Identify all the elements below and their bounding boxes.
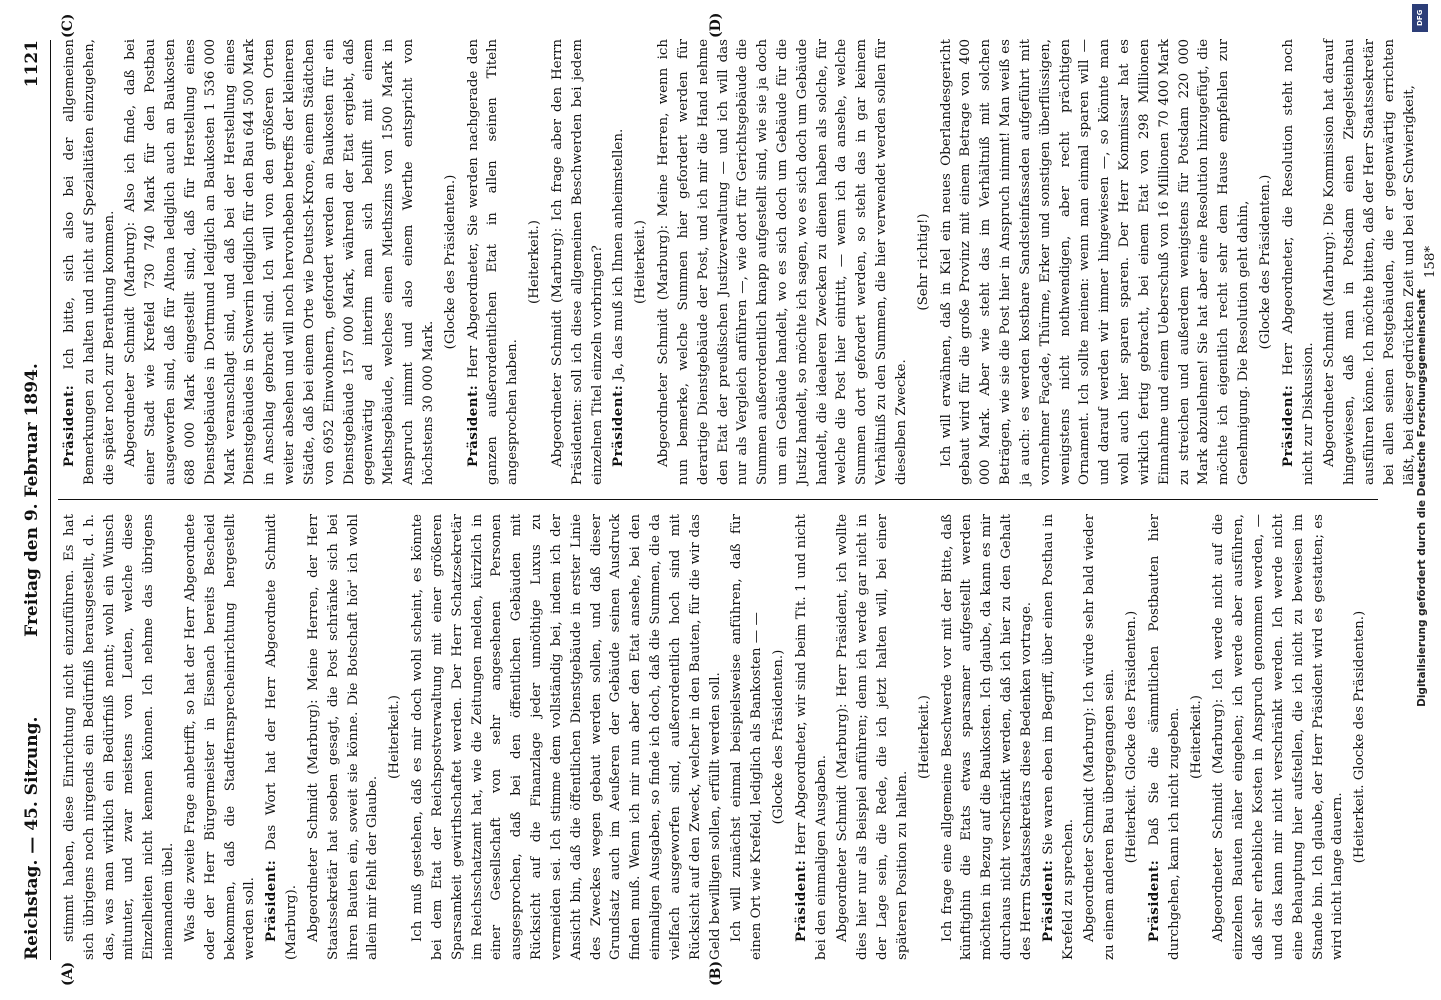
dfg-logo: DFG bbox=[1412, 4, 1428, 32]
stage-direction bbox=[915, 514, 935, 960]
paragraph bbox=[1039, 514, 1079, 960]
paragraph bbox=[304, 514, 383, 960]
header-session: Reichstag. — 45. Sitzung. bbox=[22, 716, 42, 960]
paragraph bbox=[609, 39, 629, 485]
paragraph-text: Abgeordneter Schmidt (Marburg): Meine Herren, der Herr Staatssekretär hat soeben gesagt, die Post schränke sich bei ihren Bauten ein, soweit sie könne. Die Botschaft hör' ich wohl allein mir fehlt der Glaube. bbox=[305, 514, 381, 960]
margin-marker-d: (D) bbox=[708, 12, 724, 38]
dfg-notice: Digitalisierung gefördert durch die Deutsche Forschungsgemeinschaft bbox=[1416, 289, 1428, 707]
stage-direction bbox=[769, 514, 789, 960]
paragraph-text: Abgeordneter Schmidt (Marburg): Ich frage aber den Herrn Präsidenten: soll ich diese allgemeinen Beschwerden bei jedem einzelnen Titel einzeln vorbringen? bbox=[549, 39, 605, 485]
paragraph-text: Herr Abgeordneter, wir sind beim Tit. 1 und nicht bei den einmaligen Ausgaben. bbox=[793, 514, 829, 960]
stage-direction bbox=[1187, 514, 1207, 960]
paragraph bbox=[262, 514, 302, 960]
speaker-label: Präsident: bbox=[792, 859, 809, 942]
paragraph-text: (Heiterkeit.) bbox=[1188, 695, 1204, 779]
paragraph-text: Ich will zunächst einmal beispielsweise anführen, daß für einen Ort wie Krefeld, lediglich als Bankosten — — bbox=[729, 514, 765, 960]
stage-direction bbox=[631, 39, 651, 485]
paragraph-text: 158* bbox=[1423, 245, 1439, 279]
paragraph bbox=[833, 514, 912, 960]
paragraph-text: Sie waren eben im Begriff, über einen Posthau in Krefeld zu sprechen. bbox=[1040, 514, 1076, 960]
paragraph bbox=[181, 514, 260, 960]
paragraph bbox=[60, 39, 119, 485]
paragraph bbox=[654, 39, 912, 485]
paragraph bbox=[121, 39, 438, 485]
paragraph-text: Abgeordneter Schmidt (Marburg): Ich werde nicht auf die einzelnen Bauten näher eingehen; ich werde aber ausführen, daß sehr erhebliche Kosten in Anspruch genommen werden, — und das kann mir nicht verschränkt werden. Ich werde nicht eine Behauptung hier aufstellen, die ich nicht zu beweisen im Stande bin. Ich glaube, der Herr Präsident wird es gestatten; es wird nicht lange dauern. bbox=[1211, 514, 1346, 960]
dfg-sidebar bbox=[1408, 0, 1432, 1000]
paragraph-text: (Heiterkeit. Glocke des Präsidenten.) bbox=[1352, 610, 1368, 864]
paragraph bbox=[1279, 39, 1319, 485]
paragraph-text: (Heiterkeit.) bbox=[387, 695, 403, 779]
stage-direction bbox=[441, 39, 461, 485]
margin-marker-a: (A) bbox=[60, 961, 76, 986]
paragraph-text: Abgeordneter Schmidt (Marburg): Die Kommission hat darauf hingewiesen, daß man in Potsdam einen Ziegelsteinbau ausführen könne. Ich möchte bitten, daß der Herr Staatssekretär bei allen seinen Postgebäuden, die er gegenwärtig errichten läßt, bei dieser gedrückten Zeit und bei der Schwierigkeit, bbox=[1322, 39, 1417, 485]
paragraph-text: Abgeordneter Schmidt (Marburg): Ich würde sehr bald wieder zu einem anderen Bau übergegangen sein. bbox=[1082, 514, 1118, 960]
page-header bbox=[16, 40, 51, 960]
paragraph bbox=[1145, 514, 1185, 960]
paragraph-text: Daß Sie die sämmtlichen Postbauten hier durchgehen, kann ich nicht zugeben. bbox=[1146, 514, 1182, 960]
stage-direction bbox=[385, 514, 405, 960]
paragraph-text: Abgeordneter Schmidt (Marburg): Herr Präsident, ich wollte dies hier nur als Beispiel anführen; denn ich werde gar nicht in der Lage sein, die Rede, die ich jetzt halten will, bei einer späteren Position zu halten. bbox=[835, 514, 910, 960]
paragraph-text: (Heiterkeit.) bbox=[527, 220, 543, 304]
paragraph bbox=[60, 514, 179, 960]
speaker-label: Präsident: bbox=[1145, 859, 1162, 942]
paragraph-text: (Heiterkeit. Glocke des Präsidenten.) bbox=[1124, 610, 1140, 864]
paragraph-text: Ich frage eine allgemeine Beschwerde vor mit der Bitte, daß künftighin die Etats etwas sparsamer aufgestellt werden möchten in Bezug auf die Baukosten. Ich glaube, da kann es mir durchaus nicht verschränkt werden, daß ich hier zu den Gehalt des Herrn Staatssekretärs diese Bedenken vortrage. bbox=[939, 514, 1034, 960]
paragraph-text: (Heiterkeit.) bbox=[916, 695, 932, 779]
paragraph-text: (Glocke des Präsidenten.) bbox=[442, 174, 458, 350]
text-column-left bbox=[60, 514, 1378, 960]
paragraph bbox=[408, 514, 725, 960]
paragraph-text: Herr Abgeordneter, die Resolution steht noch nicht zur Diskussion. bbox=[1280, 39, 1316, 485]
paragraph-text: Herr Abgeordneter, Sie werden nachgerade den ganzen außerordentlichen Etat in allen seinen Titeln angesprochen haben. bbox=[465, 39, 521, 485]
paragraph bbox=[1320, 39, 1419, 485]
paragraph bbox=[792, 514, 832, 960]
page-number: 1121 bbox=[22, 40, 42, 88]
paragraph bbox=[1209, 514, 1348, 960]
paragraph-text: (Glocke des Präsidenten.) bbox=[770, 649, 786, 825]
paragraph bbox=[548, 39, 607, 485]
stage-direction bbox=[1256, 39, 1276, 485]
paragraph-text: Ich muß gestehen, daß es mir doch wohl scheint, es könnte bei dem Etat der Reichspostverwaltung mit einer größeren Sparsamkeit gewirthschaftet werden. Der Herr Schatzsekretär im Reichsschatzamt hat, wie die Zeitungen melden, kürzlich in einer Gesellschaft von sehr angesehenen Personen ausgesprochen, daß bei den öffentlichen Gebäuden mit Rücksicht auf die Finanzlage jeder unnöthige Luxus zu vermeiden sei. Ich stimme dem vollständig bei, indem ich der Ansicht bin, daß die öffentlichen Dienstgebäude in erster Linie des Zweckes wegen gebaut werden sollen, und daß dieser Grundsatz auch im Aeußeren der Gebäude seinen Ausdruck finden muß. Wenn ich mir nun aber den Etat ansehe, bei den einmaligen Ausgaben, so finde ich doch, daß die Summen, die da vielfach ausgeworfen sind, außerordentlich hoch sind mit Rücksicht auf den Zweck, welcher in den Bauten, für die wir das Geld bewilligen sollen, erfüllt werden soll. bbox=[410, 514, 723, 960]
speaker-label: Präsident: bbox=[263, 859, 280, 942]
paragraph-text: (Glocke des Präsidenten.) bbox=[1257, 174, 1273, 350]
speaker-label: Präsident: bbox=[61, 384, 77, 467]
paragraph-text: Ich will erwähnen, daß in Kiel ein neues Oberlandesgericht gebaut wird für die große Provinz mit einem Betrage von 400 000 Mark. Aber wie steht das im Verhältniß mit solchen Beträgen, wie sie die Post hier in Anspruch nimmt! Man weiß es ja auch: es werden kostbare Sandsteinfassaden aufgeführt mit vornehmer Façade, Thürme, Erker und sonstigen überflüssigen, wenigstens nicht nothwendigen, aber recht prächtigen Ornament. Ich sollte meinen: wenn man einmal sparen will — und darauf werden wir immer hingewiesen —, so könnte man wohl auch hier sparen sparen. Der Herr Kommissar hat es wirklich fertig gebracht, bei einem Etat von 298 Millionen Einnahme und einem Ueberschuß von 16 Millionen 70 400 Mark zu streichen und außerdem wenigstens für Potsdam 220 000 Mark abzulehnen! Sie hat aber eine Resolution hinzugefügt, die möchte ich eigentlich recht sehr dem Hause empfehlen zur Genehmigung. Die Resolution geht dahin, bbox=[938, 39, 1252, 485]
stage-direction bbox=[1122, 514, 1142, 960]
paragraph-text: Abgeordneter Schmidt (Marburg): Also ich finde, daß bei einer Stadt wie Krefeld 730 740 Mark für den Postbau ausgeworfen sind, daß für Altona lediglich auch an Baukosten 688 000 Mark eingestellt sind, daß für Herstellung eines Dienstgebäudes in Dortmund lediglich an Baukosten 1 536 000 Mark veranschlagt sind, und daß bei der Herstellung eines Dienstgebäudes in Schwerin lediglich für den Bau 644 500 Mark in Anschlag gebracht sind. Ich will von den größeren Orten weiter absehen und will noch hervorheben betreffs der kleineren Städte, daß bei einem Orte wie Deutsch-Krone, einem Städtchen von 6952 Einwohnern, gefordert werden an Baukosten für ein Dienstgebäude 157 000 Mark, während der Etat ergiebt, daß gegenwärtig ad interim man sich behilft mit einem Miethsgebäude, welches einen Miethszins von 1500 Mark in Anspruch nimmt und also einem Werthe entspricht von höchstens 30 000 Mark. bbox=[123, 39, 436, 485]
paragraph-text: stimmt haben, diese Einrichtung nicht einzuführen. Es hat sich übrigens noch nirgends ein Bedürfniß herausgestellt, d. h. das, was man wirklich ein Bedürfniß nennt; wohl ein Wunsch mitunter, und zwar meistens von Leuten, welche diese Einzelheiten nicht kennen können. Ich nehme das übrigens niemandem übel. bbox=[62, 514, 177, 960]
speaker-label: Präsident: bbox=[1279, 384, 1296, 467]
stage-direction bbox=[1350, 514, 1370, 960]
paragraph bbox=[727, 514, 767, 960]
stage-direction bbox=[914, 39, 934, 485]
paragraph-text: Abgeordneter Schmidt (Marburg): Meine Herren, wenn ich nun bemerke, welche Summen hier gefordert werden für derartige Dienstgebäude der Post, und ich mir die Hand nehme den Etat der preußischen Justizverwaltung — und ich will das nur als Vergleich anführen —, wie dort für Gerichtsgebäude die Summen außerordentlich knapp aufgestellt sind, wie sie ja doch um ein Gebäude handelt, wo es sich doch um Gebäude für die Justiz handelt, so möchte ich sagen, wo es sich doch um Gebäude handelt, die idealeren Zwecken zu dienen haben als solche, für welche die Post hier eintritt, — wenn ich da ansehe, welche Summen dort gefordert werden, so steht das in gar keinem Verhältniß zu den Summen, die hier verwendet werden sollen für dieselben Zwecke. bbox=[656, 39, 909, 485]
column-divider bbox=[58, 499, 1378, 500]
text-column-right bbox=[60, 39, 1439, 485]
paragraph-text: Das Wort hat der Herr Abgeordnete Schmidt (Marburg). bbox=[264, 514, 300, 960]
paragraph-text: Ich bitte, sich also bei der allgemeinen Bemerkungen zu halten und nicht auf Spezialitäten einzugehen, die später noch zur Berathung kommen. bbox=[62, 39, 117, 485]
paragraph-text: Was die zweite Frage anbetrifft, so hat der Herr Abgeordnete oder der Herr Bürgermeister in Eisenach bereits Bescheid bekommen, daß die Stadtfernsprecheinrichtung hergestellt werden soll. bbox=[182, 514, 258, 960]
header-date: Freitag den 9. Februar 1894. bbox=[22, 363, 42, 637]
margin-marker-c: (C) bbox=[60, 13, 76, 38]
paragraph bbox=[937, 39, 1254, 485]
speaker-label: Präsident: bbox=[464, 384, 481, 467]
speaker-label: Präsident: bbox=[610, 384, 627, 467]
paragraph bbox=[938, 514, 1037, 960]
paragraph-text: Ja, das muß ich Ihnen anheimstellen. bbox=[611, 128, 627, 385]
paragraph bbox=[1080, 514, 1120, 960]
paragraph-text: (Heiterkeit.) bbox=[633, 220, 649, 304]
margin-marker-b: (B) bbox=[708, 960, 724, 986]
speaker-label: Präsident: bbox=[1039, 859, 1056, 942]
stage-direction bbox=[525, 39, 545, 485]
paragraph bbox=[464, 39, 523, 485]
paragraph-text: (Sehr richtig!) bbox=[915, 213, 931, 311]
